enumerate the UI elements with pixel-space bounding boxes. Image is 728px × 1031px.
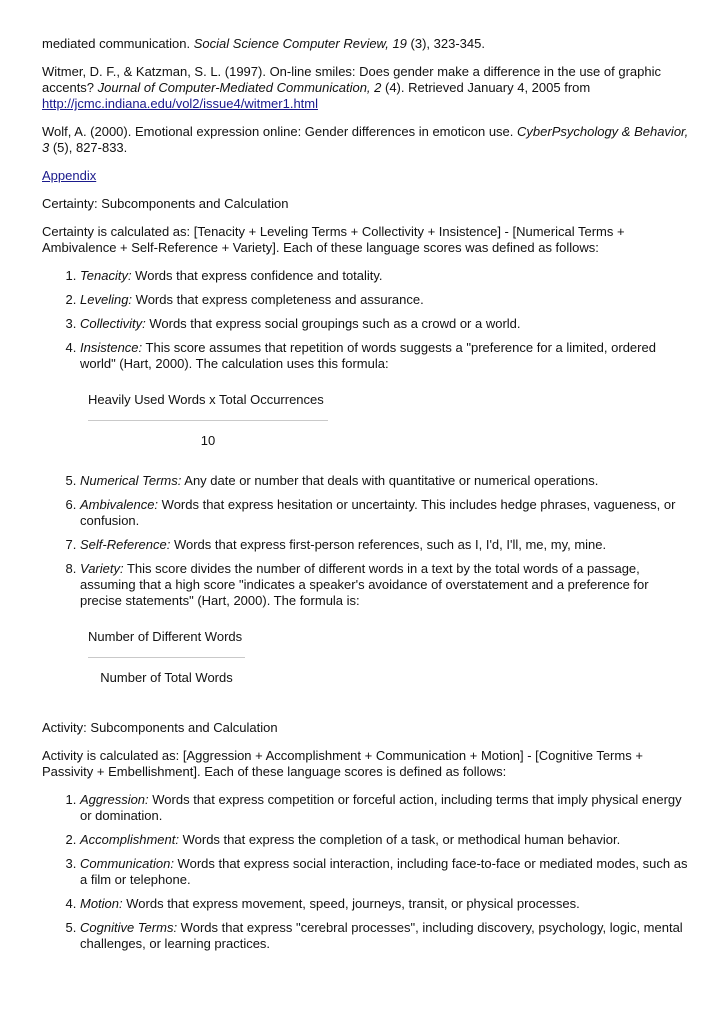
list-item: 5. Numerical Terms: Any date or number that deals with quantitative or numerical operations.	[80, 473, 692, 489]
certainty-heading: Certainty: Subcomponents and Calculation	[42, 196, 289, 211]
formula-numerator: Number of Different Words	[88, 629, 245, 658]
list-item: 8. Variety: This score divides the number of different words in a text by the total words of a passage, assuming that a high score "indicates a speaker's avoidance of overstatement and a preference for precise statements" (Hart, 2000). The formula is:	[80, 561, 692, 609]
certainty-list-a	[42, 268, 692, 372]
certainty-list-b	[42, 473, 692, 609]
list-item: 2. Leveling: Words that express completeness and assurance.	[80, 292, 692, 308]
list-item: 2. Accomplishment: Words that express the completion of a task, or methodical human behavior.	[80, 832, 692, 848]
activity-intro: Activity is calculated as: [Aggression + Accomplishment + Communication + Motion] - [Cognitive Terms + Passivity + Embellishment]. Each of these language scores is defined as follows:	[42, 748, 643, 779]
appendix-link[interactable]: Appendix	[42, 168, 97, 183]
appendix-paragraph	[42, 168, 692, 184]
activity-list	[42, 792, 692, 952]
reference-entry: Wolf, A. (2000). Emotional expression online: Gender differences in emoticon use. CyberPsychology & Behavior, 3 (5), 827-833.	[42, 124, 689, 155]
list-item: 3. Communication: Words that express social interaction, including face-to-face or mediated modes, such as a film or telephone.	[80, 856, 692, 888]
list-item: 3. Collectivity: Words that express social groupings such as a crowd or a world.	[80, 316, 692, 332]
list-item: 5. Cognitive Terms: Words that express "cerebral processes", including discovery, psychology, logic, mental challenges, or learning practices.	[80, 920, 692, 952]
certainty-intro: Certainty is calculated as: [Tenacity + Leveling Terms + Collectivity + Insistence] - [Numerical Terms + Ambivalence + Self-Reference + Variety]. Each of these language scores was defined as follows:	[42, 224, 625, 255]
reference-link[interactable]: http://jcmc.indiana.edu/vol2/issue4/witmer1.html	[42, 96, 319, 111]
document-page	[42, 36, 692, 960]
activity-heading: Activity: Subcomponents and Calculation	[42, 720, 278, 735]
formula-numerator: Heavily Used Words x Total Occurrences	[88, 392, 328, 421]
reference-entry: mediated communication. Social Science Computer Review, 19 (3), 323-345.	[42, 36, 485, 51]
list-item: 1. Tenacity: Words that express confidence and totality.	[80, 268, 692, 284]
list-item: 7. Self-Reference: Words that express first-person references, such as I, I'd, I'll, me, my, mine.	[80, 537, 692, 553]
insistence-formula	[88, 392, 328, 449]
list-item: 1. Aggression: Words that express competition or forceful action, including terms that imply physical energy or domination.	[80, 792, 692, 824]
formula-denominator: 10	[200, 433, 216, 448]
formula-denominator: Number of Total Words	[100, 670, 233, 685]
list-item: 4. Insistence: This score assumes that repetition of words suggests a "preference for a limited, ordered world" (Hart, 2000). The calculation uses this formula:	[80, 340, 692, 372]
list-item: 6. Ambivalence: Words that express hesitation or uncertainty. This includes hedge phrases, vagueness, or confusion.	[80, 497, 692, 529]
reference-entry: Witmer, D. F., & Katzman, S. L. (1997). On-line smiles: Does gender make a difference in the use of graphic accents? Journal of Computer-Mediated Communication, 2 (4). Retrieved January 4, 2005 from http://jcmc.indiana.edu/vol2/issue4/witmer1.html	[42, 64, 661, 111]
list-item: 4. Motion: Words that express movement, speed, journeys, transit, or physical processes.	[80, 896, 692, 912]
variety-formula	[88, 629, 245, 686]
